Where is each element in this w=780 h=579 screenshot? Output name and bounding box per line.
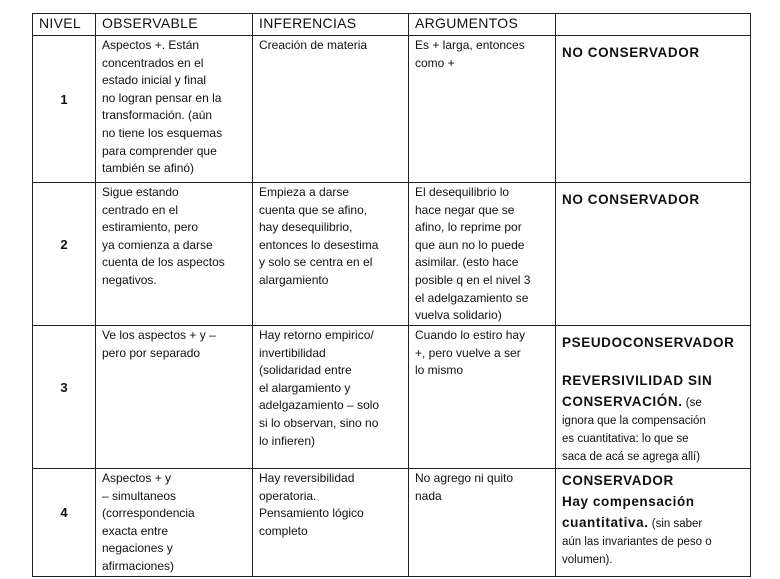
observable-cell: Ve los aspectos + y – pero por separado [96, 326, 253, 469]
table-row [33, 469, 751, 577]
resultado-note: (se ignora que la compensación es cuantitativa: lo que se saca de acá se agrega allí) [562, 397, 706, 463]
resultado-note: (sin saber aún las invariantes de peso o volumen). [562, 518, 712, 566]
resultado-cell [556, 469, 751, 577]
header-inferencias: INFERENCIAS [253, 14, 409, 36]
observable-cell: Sigue estando centrado en el estiramiento, pero ya comienza a darse cuenta de los aspectos negativos. [96, 183, 253, 326]
argumentos-cell: No agrego ni quito nada [409, 469, 556, 577]
nivel-cell: 1 [33, 36, 96, 183]
resultado-cell [556, 326, 751, 469]
observable-cell: Aspectos +. Están concentrados en el estado inicial y final no logran pensar en la transformación. (aún no tiene los esquemas para comprender que también se afinó) [96, 36, 253, 183]
table-row [33, 36, 751, 183]
header-observable: OBSERVABLE [96, 14, 253, 36]
argumentos-cell: Cuando lo estiro hay +, pero vuelve a ser lo mismo [409, 326, 556, 469]
argumentos-cell: Es + larga, entonces como + [409, 36, 556, 183]
inferencias-cell: Empieza a darse cuenta que se afino, hay desequilibrio, entonces lo desestima y solo se centra en el alargamiento [253, 183, 409, 326]
resultado-label: NO CONSERVADOR [562, 192, 700, 207]
nivel-cell: 4 [33, 469, 96, 577]
header-row [33, 14, 751, 36]
observable-cell: Aspectos + y – simultaneos (correspondencia exacta entre negaciones y afirmaciones) [96, 469, 253, 577]
header-resultado [556, 14, 751, 36]
header-nivel: NIVEL [33, 14, 96, 36]
header-argumentos: ARGUMENTOS [409, 14, 556, 36]
resultado-cell [556, 36, 751, 183]
table-row [33, 326, 751, 469]
resultado-label: CONSERVADOR Hay compensación cuantitativa. [562, 473, 695, 530]
resultado-sublabel: REVERSIVILIDAD SIN CONSERVACIÓN. [562, 373, 713, 409]
argumentos-cell: El desequilibrio lo hace negar que se afino, lo reprime por que aun no lo puede asimilar. (esto hace posible q en el nivel 3 el adelgazamiento se vuelva solidario) [409, 183, 556, 326]
resultado-cell [556, 183, 751, 326]
inferencias-cell: Creación de materia [253, 36, 409, 183]
table-row [33, 183, 751, 326]
inferencias-cell: Hay retorno empirico/ invertibilidad (solidaridad entre el alargamiento y adelgazamiento – solo si lo observan, sino no lo infieren) [253, 326, 409, 469]
nivel-cell: 2 [33, 183, 96, 326]
inferencias-cell: Hay reversibilidad operatoria. Pensamiento lógico completo [253, 469, 409, 577]
nivel-table [32, 13, 751, 577]
resultado-label: PSEUDOCONSERVADOR [562, 335, 735, 350]
resultado-label: NO CONSERVADOR [562, 45, 700, 60]
nivel-cell: 3 [33, 326, 96, 469]
